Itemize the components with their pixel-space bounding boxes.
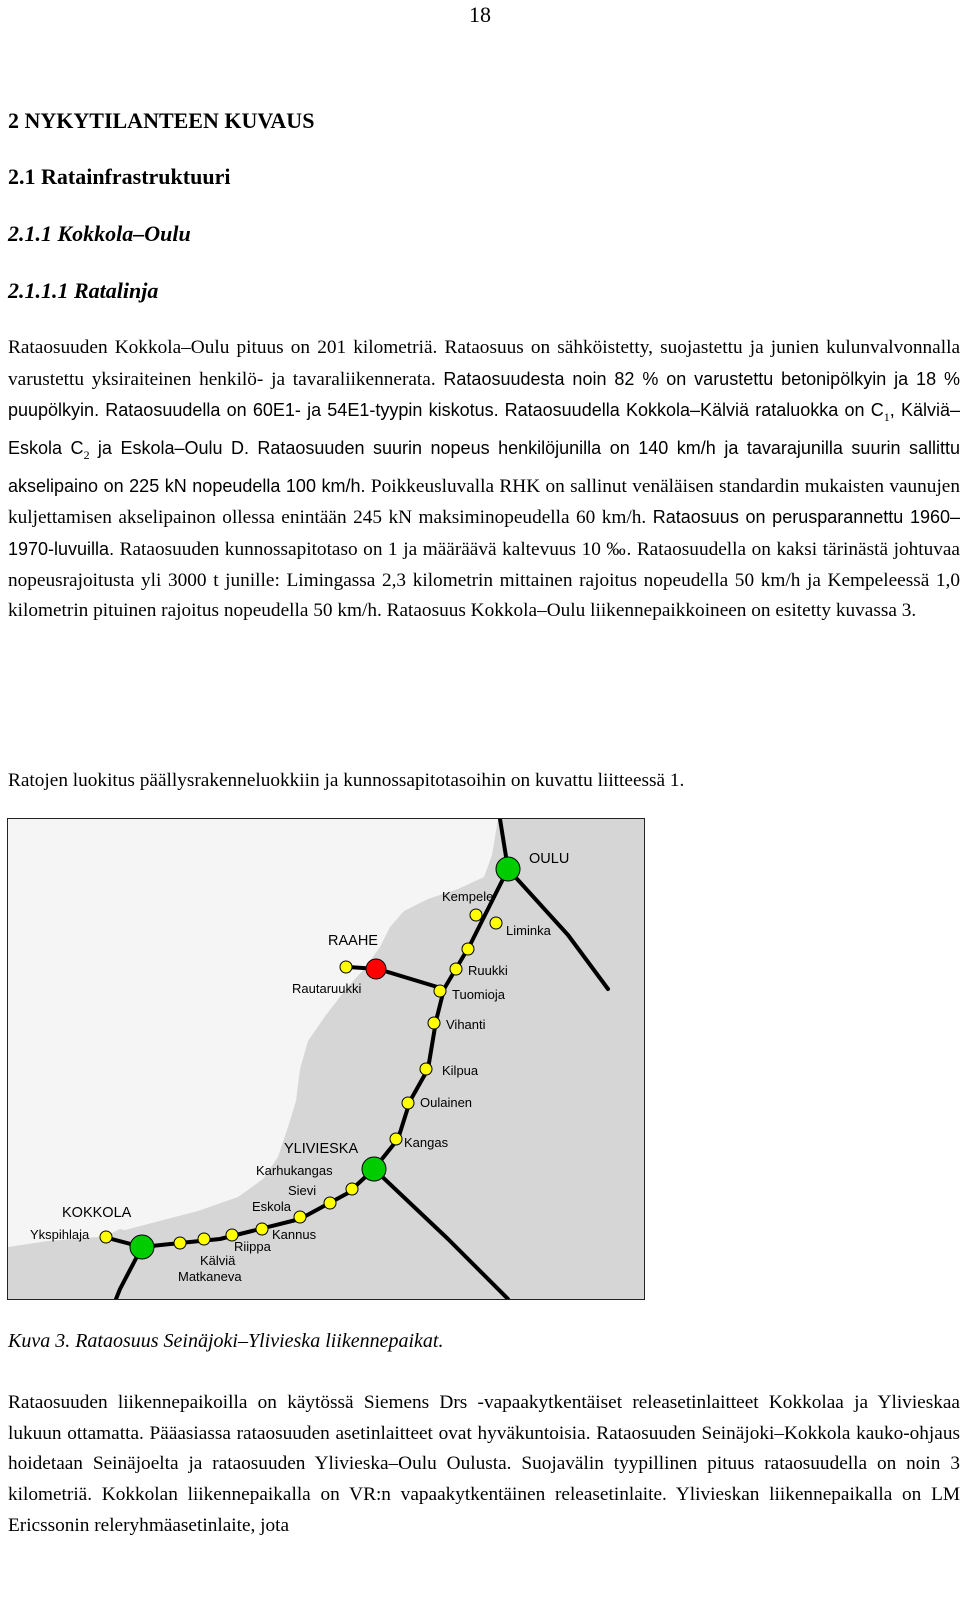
station-liminka-dot <box>490 917 502 929</box>
label-sievi: Sievi <box>288 1183 317 1198</box>
land-area <box>8 819 644 1299</box>
label-oulu: OULU <box>529 851 570 867</box>
label-oulainen: Oulainen <box>420 1095 473 1110</box>
station-oulainen-dot <box>402 1097 414 1109</box>
label-kannus: Kannus <box>272 1227 317 1242</box>
label-karhukangas: Karhukangas <box>256 1163 333 1178</box>
label-vihanti: Vihanti <box>446 1017 486 1032</box>
station-dot <box>462 943 474 955</box>
label-kempele: Kempele <box>442 889 494 904</box>
label-liminka: Liminka <box>506 923 551 938</box>
station-eskola-dot <box>294 1211 306 1223</box>
label-ylivieska: YLIVIESKA <box>284 1141 359 1157</box>
paragraph-railway-line: Rataosuuden Kokkola–Oulu pituus on 201 kilometriä. Rataosuus on sähköistetty, suojastettu ja junien kulunvalvonnalla varustettu yksiraiteinen henkilö- ja tavaraliikennerata. Rataosuudesta noin 82 % on varustettu betonipölkyin ja 18 % puupölkyin. Rataosuudella on 60E1- ja 54E1-tyypin kiskotus. Rataosuudella Kokkola–Kälviä rataluokka on $C_1$, Kälviä–Eskola $C_2$ ja Eskola–Oulu D. Rataosuuden suurin nopeus henkilöjunilla on 140 km/h ja tavarajunilla suurin sallittu akselipaino on 225 kN nopeudella 100 km/h. Poikkeusluvalla RHK on sallinut venäläisen standardin mukaisten vaunujen kuljettamisen akselipainon ollessa enintään 245 kN maksiminopeudella 60 km/h. Rataosuus on perusparannettu 1960–1970-luvuilla. Rataosuuden kunnossapitotaso on 1 ja määräävä kaltevuus 10 ‰. Rataosuudella on kaksi tärinästä johtuvaa nopeusrajoitusta yli 3000 t junille: Limingassa 2,3 kilometrin mittainen rajoitus nopeudella 50 km/h ja Kempeleessä 1,0 kilometrin pituinen rajoitus nopeudella 50 km/h. Rataosuus Kokkola–Oulu liikennepaikkoineen on esitetty kuvassa 3. <box>8 337 960 622</box>
label-ruukki: Ruukki <box>468 963 508 978</box>
station-tuomioja-dot <box>434 985 446 997</box>
station-kangas-dot <box>390 1133 402 1145</box>
station-karhukangas-dot <box>324 1197 336 1209</box>
station-matkaneva-dot <box>174 1237 186 1249</box>
paragraph-classification: Ratojen luokitus päällysrakenneluokkiin ja kunnossapitotasoihin on kuvattu liitteessä 1. <box>8 770 685 791</box>
figure-caption: Kuva 3. Rataosuus Seinäjoki–Ylivieska liikennepaikat. <box>8 1330 444 1352</box>
city-kokkola-dot <box>130 1235 154 1259</box>
label-rautaruukki: Rautaruukki <box>292 981 362 996</box>
label-eskola: Eskola <box>252 1199 292 1214</box>
heading-subsection: 2.1.1 Kokkola–Oulu <box>8 221 191 246</box>
railway-map-svg <box>8 819 644 1299</box>
label-ykspihlaja: Ykspihlaja <box>30 1227 90 1242</box>
label-kilpua: Kilpua <box>442 1063 479 1078</box>
heading-subsubsection: 2.1.1.1 Ratalinja <box>8 278 159 303</box>
heading-section: 2.1 Ratainfrastruktuuri <box>8 164 231 189</box>
page-number: 18 <box>469 2 491 27</box>
station-kempele-dot <box>470 909 482 921</box>
station-ykspihlaja-dot <box>100 1231 112 1243</box>
station-kalvia-dot <box>198 1233 210 1245</box>
railway-map <box>7 818 645 1300</box>
station-rautaruukki-dot <box>340 961 352 973</box>
label-kalvia: Kälviä <box>200 1253 236 1268</box>
label-tuomioja: Tuomioja <box>452 987 505 1002</box>
paragraph-interlocking: Rataosuuden liikennepaikoilla on käytössä Siemens Drs -vapaakytkentäiset releasetinlaitteet Kokkolaa ja Ylivieskaa lukuun ottamatta. Pääasiassa rataosuuden asetinlaitteet ovat hyväkuntoisia. Rataosuuden Seinäjoki–Kokkola kauko-ohjaus hoidetaan Seinäjoelta ja rataosuuden Ylivieska–Oulu Oulusta. Suojavälin tyypillinen pituus rataosuudella on noin 3 kilometriä. Kokkolan liikennepaikalla on VR:n vapaakytkentäinen releasetinlaite. Ylivieskan liikennepaikalla on LM Ericssonin releryhmäasetinlaite, jota <box>8 1392 960 1536</box>
heading-chapter: 2 NYKYTILANTEEN KUVAUS <box>8 108 315 133</box>
city-oulu-dot <box>496 857 520 881</box>
label-riippa: Riippa <box>234 1239 271 1254</box>
label-matkaneva: Matkaneva <box>178 1269 242 1284</box>
station-kannus-dot <box>256 1223 268 1235</box>
station-kilpua-dot <box>420 1063 432 1075</box>
label-kangas: Kangas <box>404 1135 449 1150</box>
station-vihanti-dot <box>428 1017 440 1029</box>
station-ruukki-dot <box>450 963 462 975</box>
station-sievi-dot <box>346 1183 358 1195</box>
label-raahe: RAAHE <box>328 933 378 949</box>
city-raahe-dot <box>366 959 386 979</box>
city-ylivieska-dot <box>362 1157 386 1181</box>
label-kokkola: KOKKOLA <box>62 1205 132 1221</box>
